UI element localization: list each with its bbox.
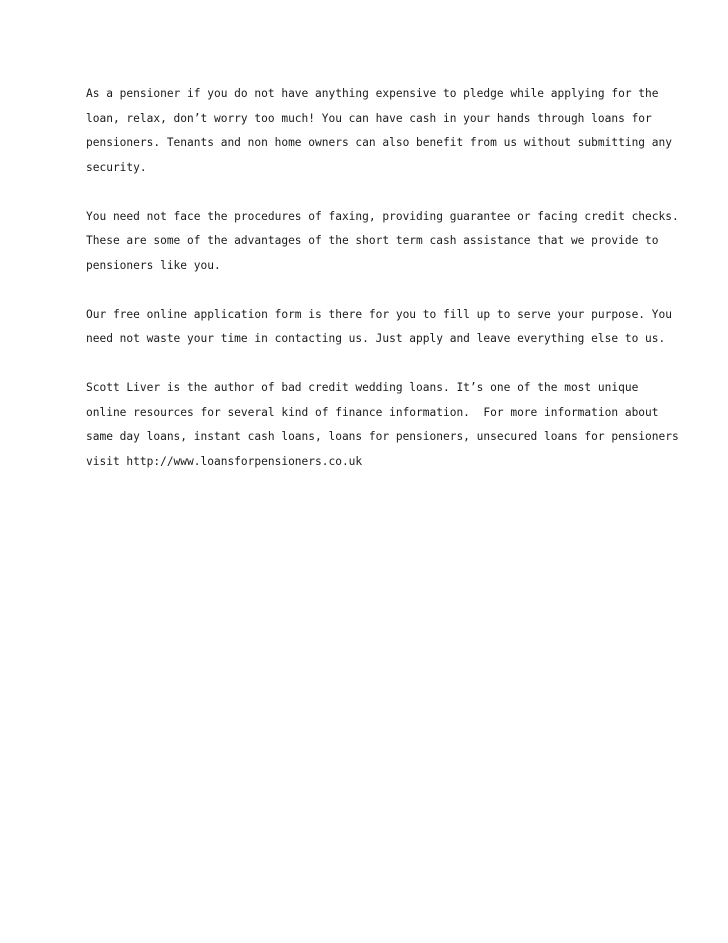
paragraph-line: You need not face the procedures of faxing, providing guarantee or facing credit checks.: [86, 209, 679, 223]
paragraph-line: need not waste your time in contacting us. Just apply and leave everything else to us.: [86, 332, 666, 345]
paragraph-line: visit http://www.loansforpensioners.co.uk: [86, 454, 363, 468]
paragraph-line: pensioners. Tenants and non home owners can also benefit from us without submitting any: [86, 136, 672, 149]
paragraph-line: online resources for several kind of finance information. For more information about: [86, 405, 659, 419]
paragraph-no-faxing: [86, 205, 679, 279]
paragraph-line: same day loans, instant cash loans, loans for pensioners, unsecured loans for pensioners: [86, 430, 679, 443]
paragraph-line: pensioners like you.: [86, 258, 221, 272]
paragraph-line: These are some of the advantages of the short term cash assistance that we provide to: [86, 234, 659, 247]
document-body: [86, 82, 679, 499]
paragraph-line: security.: [86, 160, 147, 174]
paragraph-application-form: [86, 303, 672, 352]
paragraph-line: loan, relax, don’t worry too much! You can have cash in your hands through loans for: [86, 111, 652, 125]
paragraph-author-bio: [86, 376, 679, 474]
paragraph-line: Our free online application form is there for you to fill up to serve your purpose. You: [86, 307, 672, 321]
paragraph-line: As a pensioner if you do not have anything expensive to pledge while applying for the: [86, 87, 659, 100]
paragraph-pensioner-loans: [86, 82, 672, 180]
paragraph-line: Scott Liver is the author of bad credit wedding loans. It’s one of the most unique: [86, 381, 639, 394]
